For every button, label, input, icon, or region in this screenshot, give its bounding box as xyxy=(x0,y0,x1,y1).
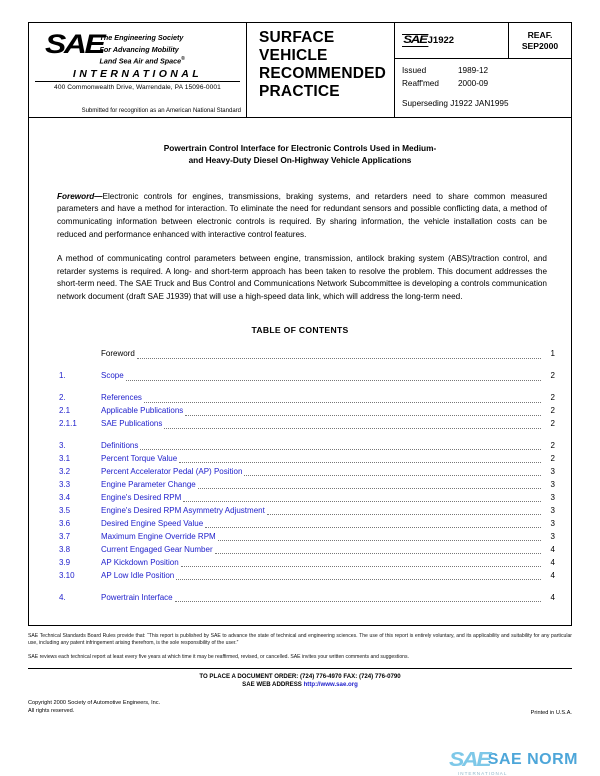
toc-entry-leader xyxy=(179,462,541,463)
body-block xyxy=(28,118,572,626)
toc-entry[interactable] xyxy=(45,518,555,531)
toc-entry-number: 2.1.1 xyxy=(59,419,77,429)
footer-divider xyxy=(28,668,572,669)
reaffirmed-value: 2000-09 xyxy=(458,78,489,88)
toc-entry[interactable] xyxy=(45,418,555,431)
sae-logo-panel xyxy=(29,23,247,117)
toc-entry-label[interactable]: Percent Accelerator Pedal (AP) Position xyxy=(101,466,243,476)
toc-entry-leader xyxy=(176,579,541,580)
toc-spacer xyxy=(45,361,555,370)
status-badge-line-2: SEP2000 xyxy=(521,40,559,51)
registered-mark-icon: ® xyxy=(181,56,185,62)
toc-entry-leader xyxy=(218,540,541,541)
toc-entry[interactable] xyxy=(45,557,555,570)
copyright-line-2: All rights reserved. xyxy=(28,708,75,715)
toc-entry-label[interactable]: Percent Torque Value xyxy=(101,453,178,463)
toc-entry-page: 4 xyxy=(550,544,555,554)
toc-entry-number: 3.9 xyxy=(59,557,71,567)
toc-entry-number: 3.3 xyxy=(59,479,71,489)
sae-tagline-line-3 xyxy=(100,56,185,66)
toc-entry[interactable] xyxy=(45,479,555,492)
toc-entry[interactable] xyxy=(45,505,555,518)
order-web-label: SAE WEB ADDRESS xyxy=(242,681,302,689)
toc-entry-number: 3.7 xyxy=(59,531,71,541)
toc-entry-label[interactable]: Engine's Desired RPM Asymmetry Adjustment xyxy=(101,505,265,515)
document-dates-cell xyxy=(395,59,571,117)
page-title xyxy=(45,142,555,167)
printed-in-text: Printed in U.S.A. xyxy=(530,709,572,716)
practice-title-line-2: VEHICLE xyxy=(259,47,328,65)
issued-row xyxy=(402,65,563,78)
foreword-paragraph-1 xyxy=(57,191,547,241)
issued-value: 1989-12 xyxy=(458,66,489,75)
toc-entry-page: 3 xyxy=(550,479,555,489)
toc-entry[interactable] xyxy=(45,370,555,383)
toc-entry-leader xyxy=(126,380,541,381)
toc-entry-number: 2.1 xyxy=(59,406,71,416)
toc-entry-label[interactable]: Engine Parameter Change xyxy=(101,479,196,489)
toc-entry-page: 2 xyxy=(550,453,555,463)
issued-label: Issued xyxy=(402,66,427,75)
foreword-paragraph-1-text: Electronic controls for engines, transmissions, braking systems, and retarders need to share common measured parameters and have a method for interaction. To eliminate the need for redundant sensors and possible conflicting data, a method of communicating information between electronic controls is required. By sharing information, the vehicle installation costs can be reduced and performance enhanced with interactive control features. xyxy=(57,191,547,239)
toc-spacer xyxy=(45,583,555,592)
watermark-label: SAE NORM xyxy=(487,751,578,768)
document-id-panel xyxy=(395,23,571,117)
toc-entry-leader xyxy=(181,566,541,567)
toc-entry-page: 2 xyxy=(550,419,555,429)
toc-entry-page: 4 xyxy=(550,570,555,580)
toc-entry-leader xyxy=(185,415,541,416)
sae-international-word: INTERNATIONAL xyxy=(35,68,240,82)
toc-entry-label[interactable]: Engine's Desired RPM xyxy=(101,492,182,502)
practice-title-line-1: SURFACE xyxy=(259,29,335,46)
toc-entry-label: Foreword xyxy=(101,349,135,359)
sae-logo-mark: SAE xyxy=(45,29,104,59)
toc-entry[interactable] xyxy=(45,405,555,418)
toc-entry-label[interactable]: AP Kickdown Position xyxy=(101,557,179,567)
toc-entry-leader xyxy=(267,514,541,515)
footer-block xyxy=(28,633,572,716)
practice-title-panel xyxy=(247,23,395,117)
toc-entry-page: 3 xyxy=(550,492,555,502)
toc-entry-page: 4 xyxy=(550,592,555,602)
toc-entry-number: 3.5 xyxy=(59,505,71,515)
toc-entry-label[interactable]: Applicable Publications xyxy=(101,406,184,416)
toc-entry-number: 3.10 xyxy=(59,570,75,580)
toc-entry-leader xyxy=(137,358,541,359)
toc-entry-page: 3 xyxy=(550,518,555,528)
toc-entry-number: 3.6 xyxy=(59,518,71,528)
toc-entry[interactable] xyxy=(45,544,555,557)
status-badge xyxy=(509,23,571,58)
toc-entry xyxy=(45,348,555,361)
toc-entry-page: 1 xyxy=(550,349,555,359)
sae-tagline-line-3-text: Land Sea Air and Space xyxy=(99,56,182,66)
toc-entry[interactable] xyxy=(45,466,555,479)
review-note: SAE reviews each technical report at least every five years at which time it may be reaffirmed, revised, or cancelled. SAE invites your written comments and suggestions. xyxy=(28,654,409,661)
foreword-label: Foreword— xyxy=(57,191,103,201)
toc-entry-number: 2. xyxy=(59,393,66,403)
sae-tagline-line-2: For Advancing Mobility xyxy=(99,44,179,54)
toc-entry[interactable] xyxy=(45,570,555,583)
toc-entry-label[interactable]: Maximum Engine Override RPM xyxy=(101,531,216,541)
practice-title-line-3: RECOMMENDED xyxy=(259,65,387,83)
toc-entry-page: 2 xyxy=(550,441,555,451)
sae-logo xyxy=(35,31,240,66)
reaffirmed-label: Reaff'med xyxy=(402,78,439,88)
toc-entry-leader xyxy=(175,601,541,602)
foreword-paragraph-2: A method of communicating control parameters between engine, transmission, antilock braking system (ABS)/traction control, and retarder systems is required. A long- and short-term approach has been taken to resolve the problem. This document addresses the short-term need. The SAE Truck and Bus Control and Communications Network Subcommittee is developing a controls communication network document (draft SAE J1939) that will use a high-speed data link, which will address the long-term need. xyxy=(57,254,547,301)
watermark-sublabel: INTERNATIONAL xyxy=(458,771,508,776)
toc-entry-label[interactable]: AP Low Idle Position xyxy=(101,570,175,580)
toc-entry-number: 3.4 xyxy=(59,492,71,502)
order-web-line xyxy=(28,681,572,690)
sae-web-link[interactable]: http://www.sae.org xyxy=(303,681,358,689)
toc-entry-page: 2 xyxy=(550,406,555,416)
toc-entry-label[interactable]: Desired Engine Speed Value xyxy=(101,518,204,528)
copyright-row xyxy=(28,699,572,716)
toc-entry-leader xyxy=(164,428,541,429)
toc-entry-page: 2 xyxy=(550,393,555,403)
sae-tagline xyxy=(100,31,185,66)
sae-small-logo-mark: SAE xyxy=(403,33,427,46)
toc-entry-leader xyxy=(144,402,541,403)
superseding-note: Superseding J1922 JAN1995 xyxy=(402,99,509,109)
document-id-top-row xyxy=(395,23,571,59)
toc-spacer xyxy=(45,383,555,392)
toc-entry[interactable] xyxy=(45,392,555,405)
toc-entry-label[interactable]: SAE Publications xyxy=(101,419,163,429)
toc-entry[interactable] xyxy=(45,453,555,466)
toc-entry-label[interactable]: Definitions xyxy=(101,441,139,451)
order-phone-line: TO PLACE A DOCUMENT ORDER: (724) 776-4970 FAX: (724) 776-0790 xyxy=(199,672,401,680)
header-block xyxy=(28,22,572,118)
toc-entry-label[interactable]: Current Engaged Gear Number xyxy=(101,544,213,554)
table-of-contents xyxy=(45,348,555,604)
toc-entry-label[interactable]: Scope xyxy=(101,371,124,381)
toc-entry[interactable] xyxy=(45,531,555,544)
submitted-note: Submitted for recognition as an American National Standard xyxy=(81,108,241,114)
toc-entry[interactable] xyxy=(45,592,555,605)
toc-entry-number: 3.8 xyxy=(59,544,71,554)
toc-entry-number: 3. xyxy=(59,441,66,451)
document-number-cell xyxy=(395,23,509,58)
toc-spacer xyxy=(45,431,555,440)
toc-entry-leader xyxy=(215,553,541,554)
watermark-sae-badge-icon: SAE xyxy=(448,749,490,771)
copyright-line-1: Copyright 2000 Society of Automotive Engineers, Inc. xyxy=(28,699,161,706)
document-number: J1922 xyxy=(427,35,455,46)
toc-entry[interactable] xyxy=(45,492,555,505)
toc-entry[interactable] xyxy=(45,440,555,453)
practice-title-line-4: PRACTICE xyxy=(259,83,340,101)
toc-entry-page: 2 xyxy=(550,371,555,381)
toc-entry-number: 1. xyxy=(59,371,66,381)
sae-address: 400 Commonwealth Drive, Warrendale, PA 15096-0001 xyxy=(54,83,221,91)
toc-entry-number: 3.1 xyxy=(59,453,71,463)
toc-heading: TABLE OF CONTENTS xyxy=(251,325,349,336)
page-title-line-2: and Heavy-Duty Diesel On-Highway Vehicle Applications xyxy=(188,155,412,166)
toc-entry-leader xyxy=(140,449,541,450)
toc-entry-leader xyxy=(205,527,541,528)
copyright-text xyxy=(28,699,160,716)
reaffirmed-row xyxy=(402,78,563,91)
toc-entry-leader xyxy=(244,475,541,476)
toc-entry-page: 3 xyxy=(550,531,555,541)
toc-entry-leader xyxy=(198,488,541,489)
toc-entry-leader xyxy=(183,501,541,502)
toc-entry-label[interactable]: References xyxy=(101,393,142,403)
sae-tagline-line-1: The Engineering Society xyxy=(99,33,184,42)
toc-entry-page: 3 xyxy=(550,466,555,476)
toc-entry-label[interactable]: Powertrain Interface xyxy=(101,592,173,602)
sae-norm-watermark xyxy=(449,750,578,770)
status-badge-line-1: REAF. xyxy=(527,29,553,40)
toc-entry-page: 3 xyxy=(550,505,555,515)
page-title-line-1: Powertrain Control Interface for Electronic Controls Used in Medium- xyxy=(163,143,437,153)
standards-board-note: SAE Technical Standards Board Rules provide that: “This report is published by SAE to advance the state of technical and engineering sciences. The use of this report is entirely voluntary, and its applicability and suitability for any particular use, including any patent infringement arising therefrom, is the sole responsibility of the user.” xyxy=(28,633,572,647)
toc-entry-page: 4 xyxy=(550,557,555,567)
toc-entry-number: 3.2 xyxy=(59,466,71,476)
toc-entry-number: 4. xyxy=(59,592,66,602)
order-info xyxy=(28,673,572,690)
